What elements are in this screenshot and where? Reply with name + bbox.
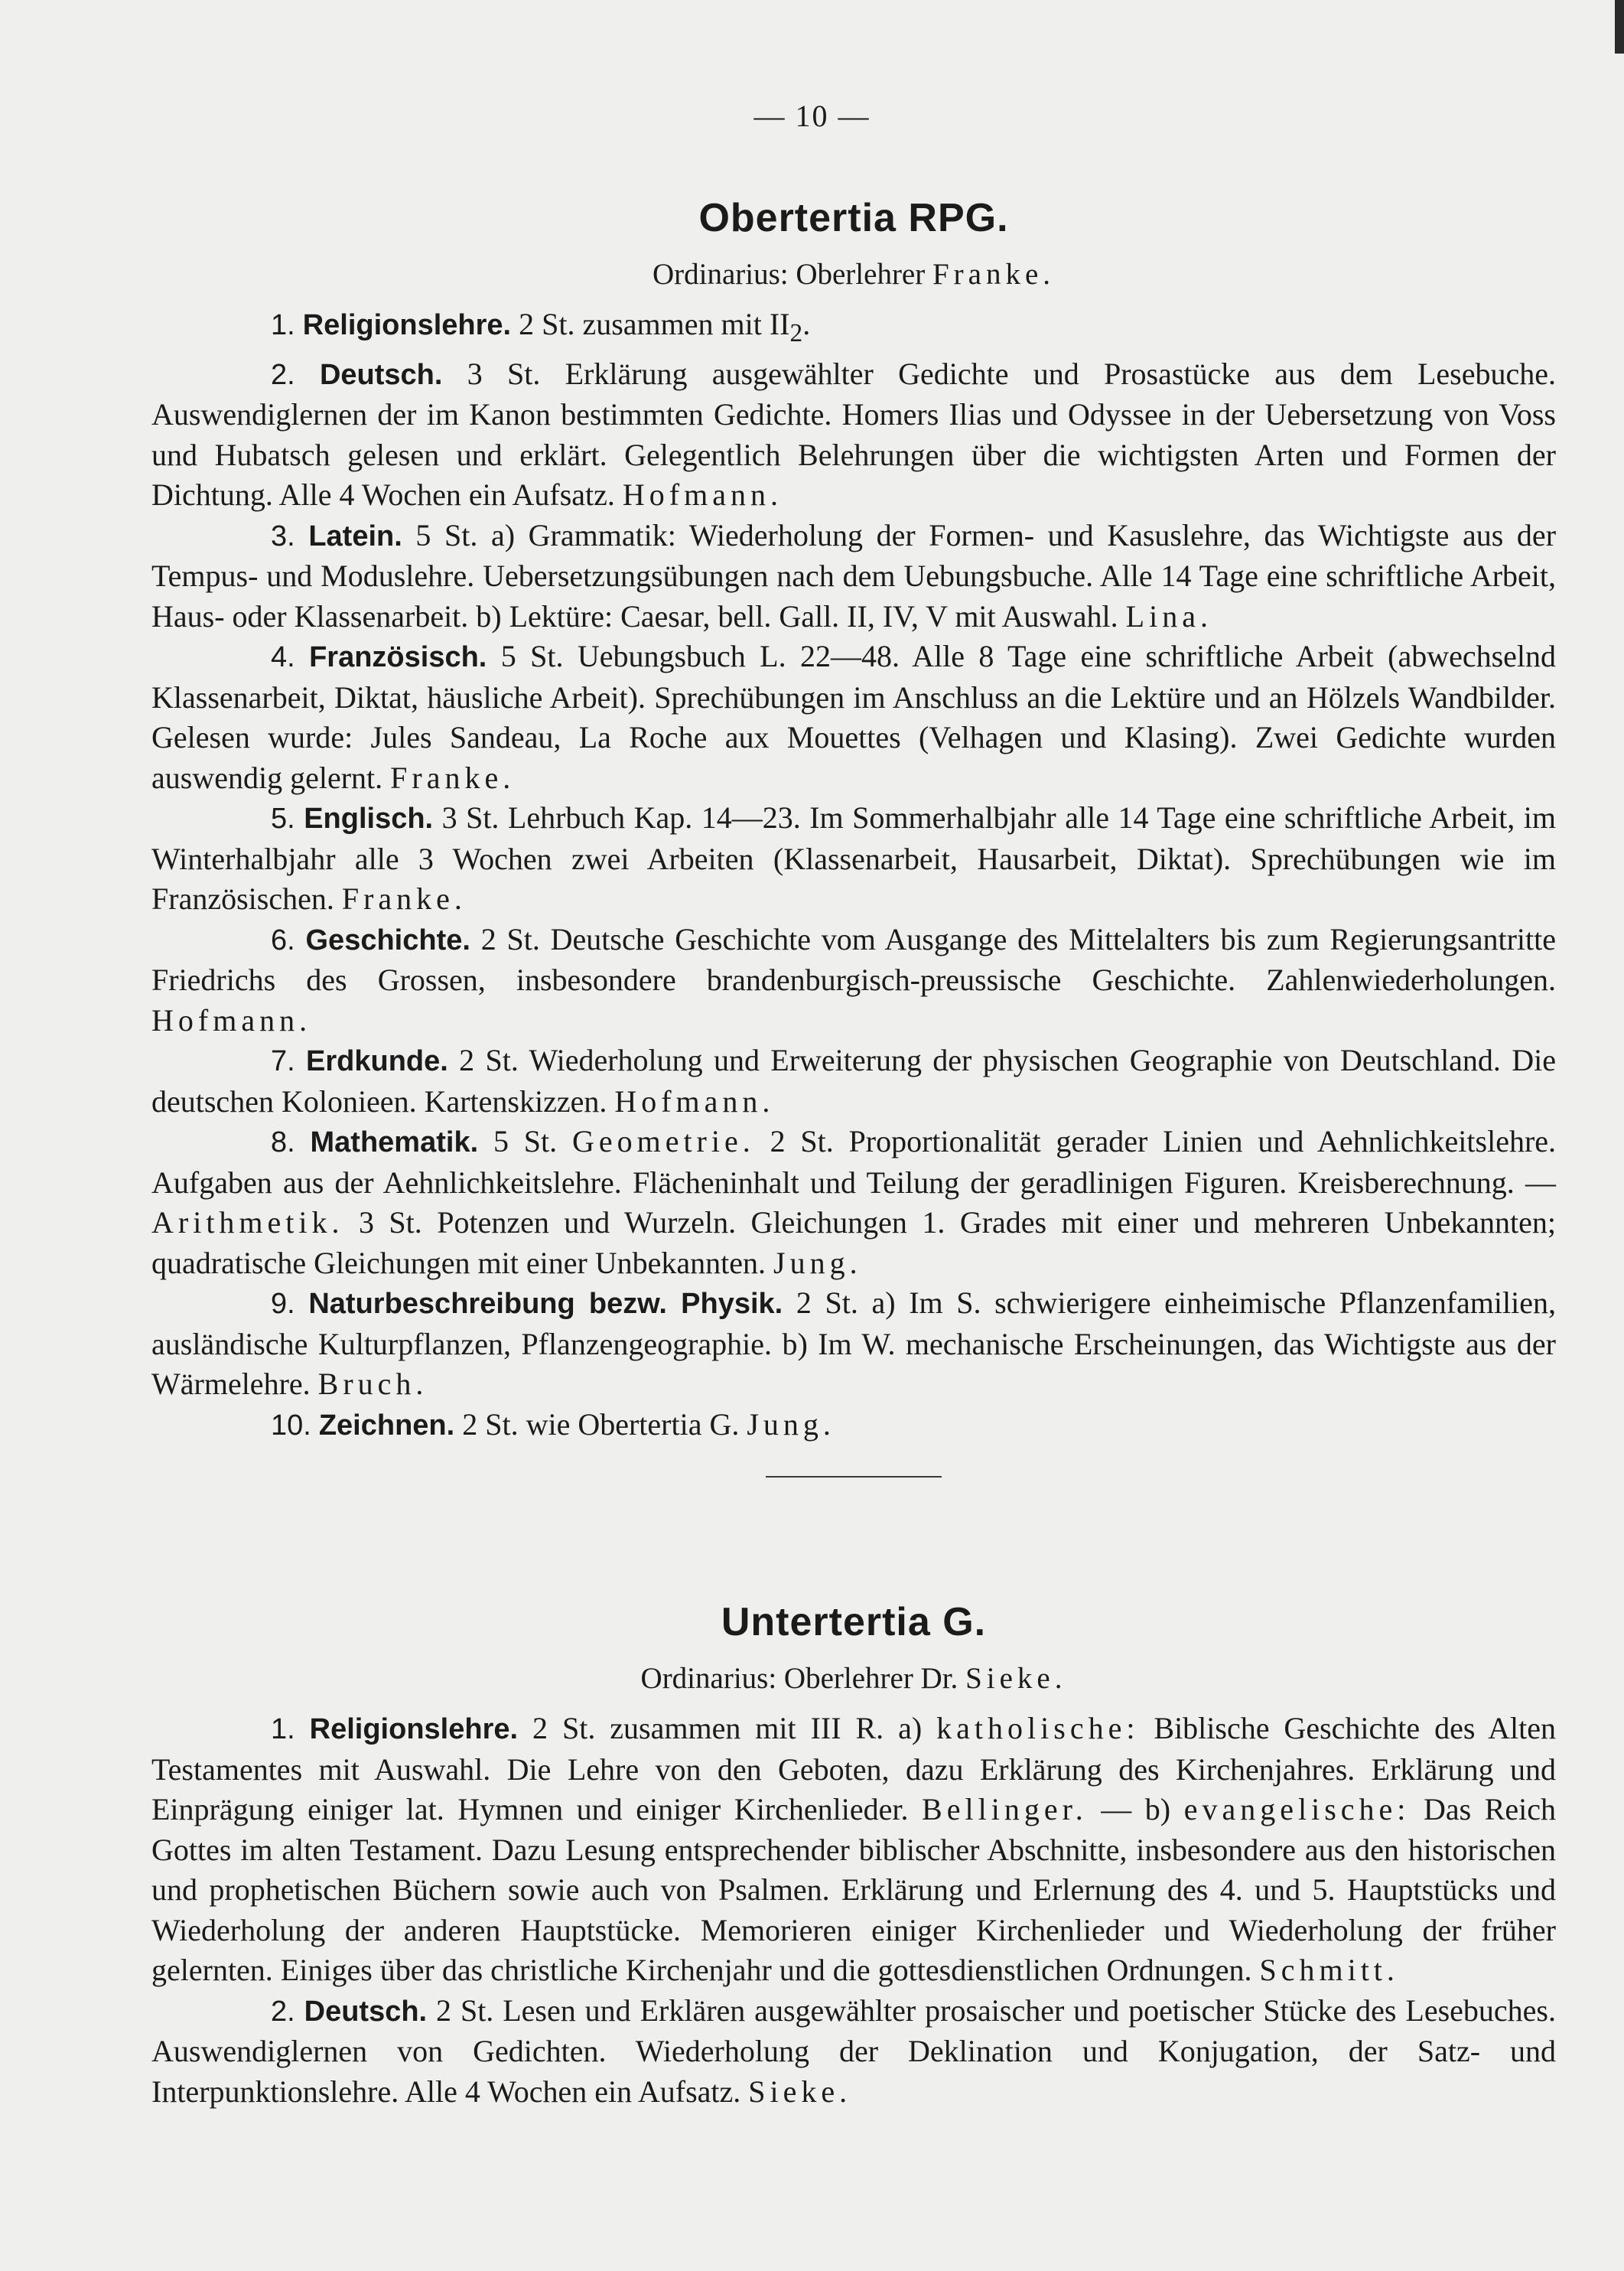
entry-number: 2. (271, 358, 295, 391)
subject-heading: Zeichnen. (318, 1409, 455, 1442)
teacher-name: Bellinger. (922, 1792, 1088, 1826)
entry-number: 1. (271, 1713, 295, 1745)
subject-heading: Mathematik. (310, 1126, 479, 1158)
entry-number: 7. (271, 1045, 295, 1077)
entry-text: 3 St. Erklärung ausgewählter Gedichte und Prosastücke aus dem Lesebuche. Auswendiglernen der im Kanon bestimmten Gedichte. Homers Ilias und Odyssee in der Uebersetzung von Voss und Hubatsch gelesen und erklärt. Gelegentlich Belehrungen über die wichtigsten Arten und Formen der Dichtung. Alle 4 Wochen ein Aufsatz. (151, 356, 1557, 512)
subject-heading: Deutsch. (319, 358, 443, 391)
teacher-name: Hofmann. (151, 1002, 312, 1038)
entry-text: Biblische Geschichte des Alten Testamentes mit Auswahl. Die Lehre von den Geboten, dazu Erklärung des Kirchenjahres. Erklärung und Einprägung einiger lat. Hymnen und einiger Kirchenlieder. (151, 1711, 1557, 1826)
subject-heading: Französisch. (309, 641, 487, 673)
teacher-name: Jung. (773, 1245, 862, 1280)
page-number: — 10 — (753, 99, 871, 133)
entry-text-lead: 2 St. zusammen mit III R. a) (532, 1711, 923, 1745)
subject-heading: Religionslehre. (309, 1713, 519, 1745)
subject-entry (151, 305, 1556, 354)
subject-heading: Englisch. (304, 803, 434, 835)
entry-text: 2 St. Wiederholung und Erweiterung der physischen Geographie von Deutschland. Die deutschen Kolonieen. Kartenskizzen. (151, 1043, 1557, 1119)
teacher-name: Franke. (341, 881, 467, 916)
spaced-term: Arithmetik. (151, 1205, 344, 1240)
entry-text-lead: 5 St. (493, 1124, 558, 1158)
entry-number: 3. (271, 520, 295, 552)
teacher-name: Schmitt. (1259, 1953, 1399, 1987)
subject-heading: Deutsch. (304, 1995, 428, 2028)
section-title: Untertertia G. (721, 1600, 987, 1644)
section-title: Obertertia RPG. (698, 196, 1009, 240)
entry-number: 10. (271, 1409, 311, 1442)
subject-entry (151, 637, 1556, 798)
subject-heading: Religionslehre. (302, 309, 512, 341)
subject-entry (151, 798, 1556, 920)
subject-heading: Erdkunde. (306, 1045, 448, 1077)
entry-text-continued: Das Reich Gottes im alten Testament. Dazu Lesung entsprechender biblischer Abschnitte, insbesondere aus den historischen und prophetischen Büchern sowie auch von Psalmen. Erklärung und Erlernung des 4. und 5. Hauptstücks und Wiederholung der anderen Hauptstücke. Memorieren einiger Kirchenlieder und Wiederholung der früher gelernten. Einiges über das christliche Kirchenjahr und die gottesdienstlichen Ordnungen. (151, 1792, 1557, 1987)
subject-entry (151, 1122, 1556, 1283)
ordinarius-label: Ordinarius: Oberlehrer (652, 258, 926, 291)
entry-number: 1. (271, 309, 295, 341)
entry-text-continued: 3 St. Potenzen und Wurzeln. Gleichungen 1. Grades mit einer und mehreren Unbekannten; quadratische Gleichungen mit einer Unbekannten. (151, 1205, 1557, 1280)
ordinarius-line (151, 1660, 1556, 1698)
teacher-name: Lina. (1125, 598, 1212, 634)
spaced-term: katholische: (936, 1711, 1140, 1745)
teacher-name: Hofmann. (622, 477, 783, 512)
entry-number: 4. (271, 641, 295, 673)
entry-number: 2. (271, 1995, 295, 2028)
entry-text: 2 St. a) Im S. schwierigere einheimische Pflanzenfamilien, ausländische Kulturpflanzen, Pflanzengeographie. b) Im W. mechanische Erscheinungen, das Wichtigste aus der Wärmelehre. (151, 1285, 1557, 1401)
section-divider (766, 1476, 942, 1478)
entry-number: 8. (271, 1126, 295, 1158)
page-content (151, 191, 1556, 2112)
ordinarius-line (151, 256, 1556, 294)
entry-text: 3 St. Lehrbuch Kap. 14—23. Im Sommerhalbjahr alle 14 Tage eine schriftliche Arbeit, im Winterhalbjahr alle 3 Wochen zwei Arbeiten (Klassenarbeit, Hausarbeit, Diktat). Sprechübungen wie im Französischen. (151, 800, 1557, 916)
ordinarius-name: Sieke. (965, 1662, 1067, 1695)
section-untertertia (151, 1595, 1556, 2112)
subject-entry (151, 1709, 1556, 1991)
subject-heading: Naturbeschreibung bezw. Physik. (308, 1288, 783, 1320)
entry-subscript: 2 (789, 319, 803, 347)
entry-text-end: . (802, 307, 811, 341)
section-obertertia (151, 191, 1556, 1478)
ordinarius-label: Ordinarius: Oberlehrer Dr. (640, 1662, 958, 1695)
entry-text-continued: — b) (1101, 1792, 1171, 1826)
subject-entry (151, 354, 1556, 516)
teacher-name: Hofmann. (614, 1083, 775, 1119)
subject-entry (151, 1041, 1556, 1122)
subject-heading: Geschichte. (305, 924, 470, 956)
subject-entry (151, 1283, 1556, 1405)
entry-text: 2 St. Proportionalität gerader Linien und Aehnlichkeitslehre. Aufgaben aus der Aehnlichkeitslehre. Flächeninhalt und Teilung der geradlinigen Figuren. Kreisberechnung. — (151, 1124, 1557, 1200)
teacher-name: Sieke. (748, 2074, 852, 2109)
entry-text: 5 St. a) Grammatik: Wiederholung der Formen- und Kasuslehre, das Wichtigste aus der Tempus- und Moduslehre. Uebersetzungsübungen nach dem Uebungsbuche. Alle 14 Tage eine schriftliche Arbeit, Haus- oder Klassenarbeit. b) Lektüre: Caesar, bell. Gall. II, IV, V mit Auswahl. (151, 517, 1557, 634)
teacher-name: Bruch. (317, 1367, 428, 1401)
ordinarius-name: Franke. (932, 258, 1056, 291)
entry-text: 5 St. Uebungsbuch L. 22—48. Alle 8 Tage eine schriftliche Arbeit (abwechselnd Klassenarbeit, Diktat, häusliche Arbeit). Sprechübungen im Anschluss an die Lektüre und an Hölzels Wandbilder. Gelesen wurde: Jules Sandeau, La Roche aux Mouettes (Velhagen und Klasing). Zwei Gedichte wurden auswendig gelernt. (151, 639, 1557, 795)
spaced-term: Geometrie. (571, 1124, 755, 1158)
teacher-name: Franke. (390, 760, 516, 795)
scan-edge-mark (1615, 0, 1624, 54)
subject-entry (151, 516, 1556, 637)
entry-text: 2 St. Lesen und Erklären ausgewählter prosaischer und poetischer Stücke des Lesebuches. Auswendiglernen von Gedichten. Wiederholung der Deklination und Konjugation, der Satz- und Interpunktionslehre. Alle 4 Wochen ein Aufsatz. (151, 1992, 1557, 2109)
entry-text: 2 St. Deutsche Geschichte vom Ausgange des Mittelalters bis zum Regierungsantritte Friedrichs des Grossen, insbesondere brandenburgisch-preussische Geschichte. Zahlenwiederholungen. (151, 921, 1557, 997)
teacher-name: Jung. (747, 1406, 835, 1442)
subject-entry (151, 1405, 1556, 1446)
entry-number: 5. (271, 803, 295, 835)
entry-text: 2 St. zusammen mit II (519, 307, 790, 341)
entry-number: 9. (271, 1288, 295, 1320)
entry-number: 6. (271, 924, 295, 956)
subject-entry (151, 1991, 1556, 2113)
spaced-term: evangelische: (1183, 1792, 1411, 1826)
subject-entry (151, 920, 1556, 1041)
entry-text: 2 St. wie Obertertia G. (462, 1406, 740, 1442)
subject-heading: Latein. (308, 520, 402, 552)
